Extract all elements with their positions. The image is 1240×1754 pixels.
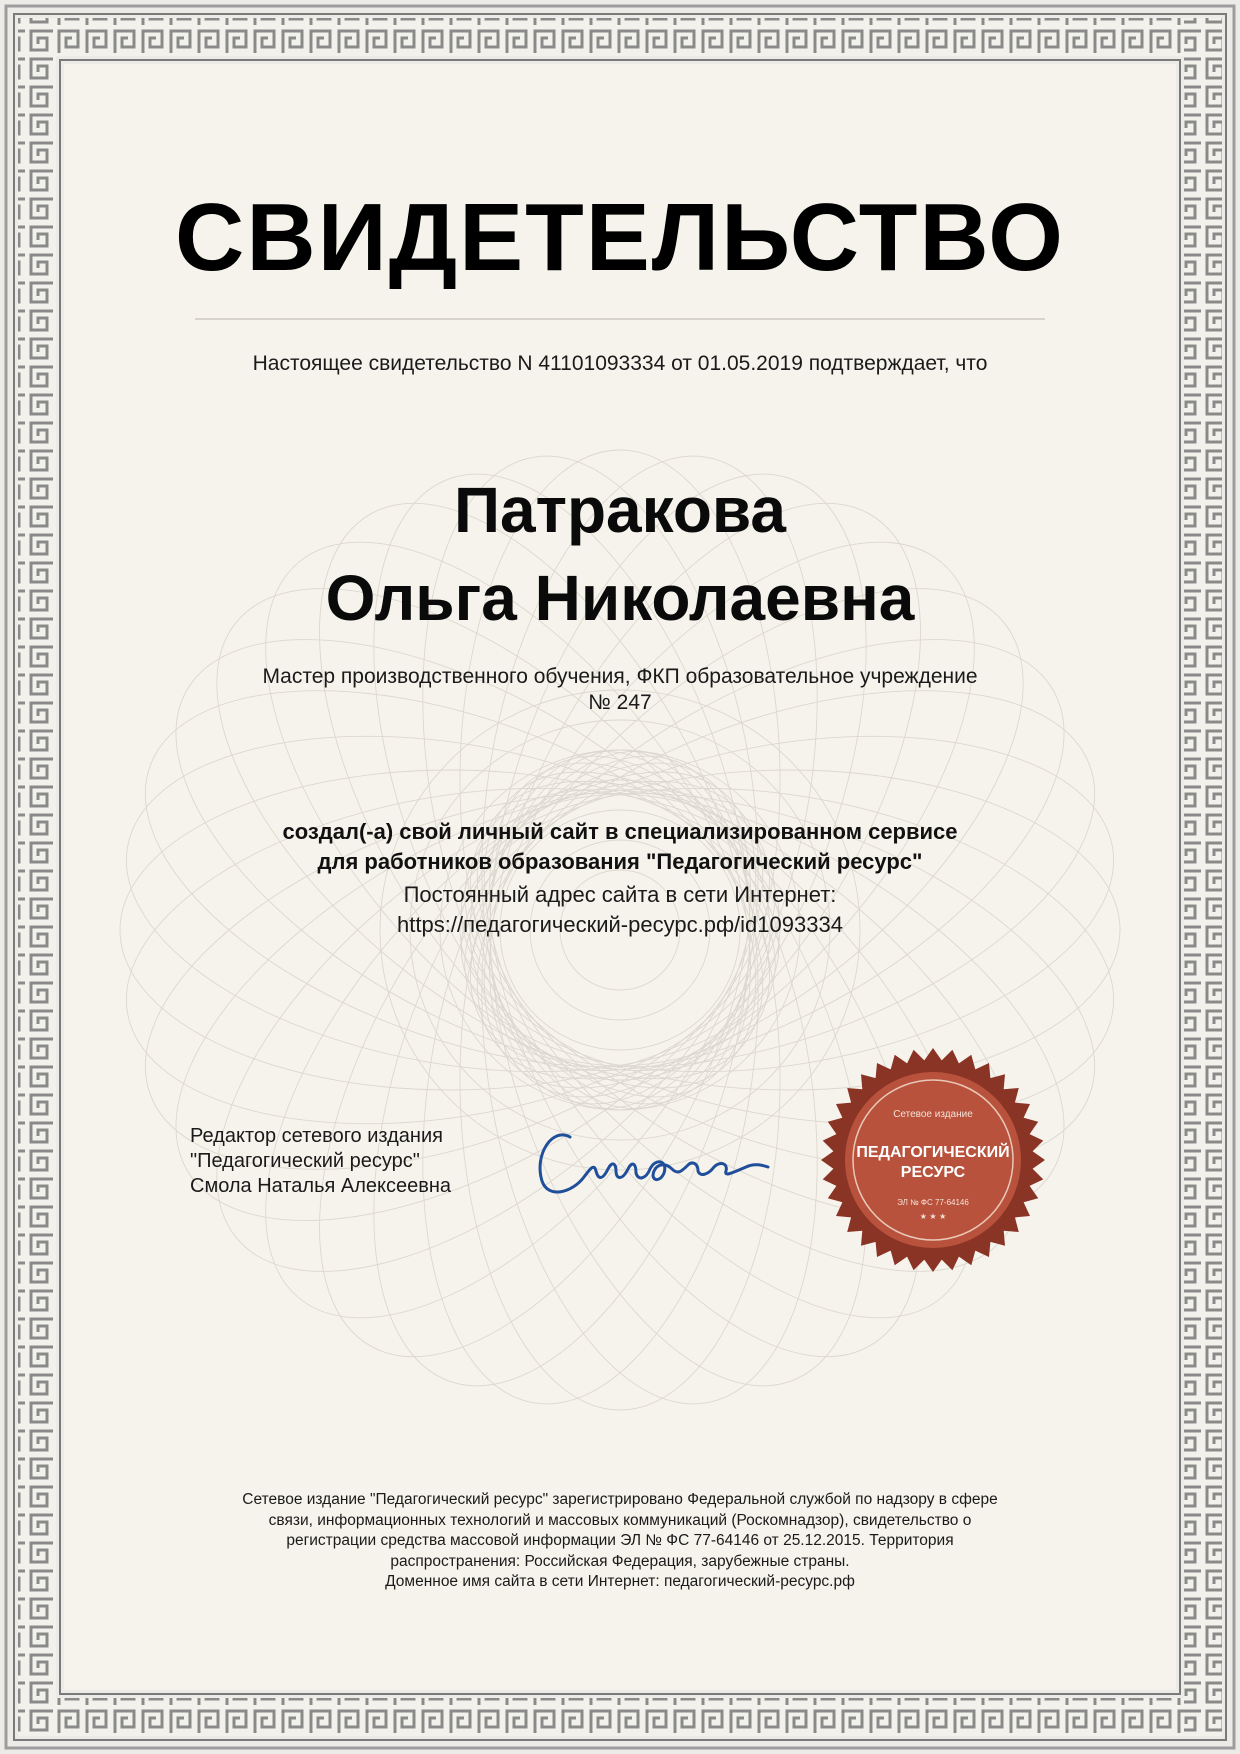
certificate-title: СВИДЕТЕЛЬСТВО [175,184,1065,291]
footer-line-3: регистрации средства массовой информации ЭЛ № ФС 77-64146 от 25.12.2015. Территория [286,1532,954,1549]
recipient-name [0,466,1240,642]
seal-registration: ЭЛ № ФС 77-64146 [897,1198,969,1207]
seal-top-text: Сетевое издание [893,1109,973,1120]
position-line-1: Мастер производственного обучения, ФКП образовательное учреждение [262,665,978,688]
recipient-position [170,664,1070,716]
certificate-footer [190,1490,1050,1593]
editor-block [190,1124,510,1199]
statement-line-1: создал(-а) свой личный сайт в специализированном сервисе [282,819,958,844]
editor-line-2: "Педагогический ресурс" [190,1150,420,1172]
seal-stars: ★ ★ ★ [919,1212,947,1221]
site-url[interactable]: https://педагогический-ресурс.рф/id1093334 [397,912,843,937]
site-address [170,880,1070,940]
footer-line-2: связи, информационных технологий и массовых коммуникаций (Роскомнадзор), свидетельство о [268,1511,972,1529]
statement [170,817,1070,877]
footer-line-1: Сетевое издание "Педагогический ресурс" зарегистрировано Федеральной службой по надзору в сфере [242,1491,998,1508]
footer-line-5: Доменное имя сайта в сети Интернет: педагогический-ресурс.рф [385,1573,855,1590]
recipient-given-names: Ольга Николаевна [325,562,915,634]
recipient-surname: Патракова [454,474,786,546]
publication-seal [818,1045,1048,1275]
editor-signature [532,1115,772,1205]
position-line-2: № 247 [588,691,652,714]
statement-line-2: для работников образования "Педагогический ресурс" [317,849,923,874]
site-address-label: Постоянный адрес сайта в сети Интернет: [403,882,837,907]
editor-line-1: Редактор сетевого издания [190,1125,443,1147]
editor-line-3: Смола Наталья Алексеевна [190,1175,452,1197]
seal-name-line-1: ПЕДАГОГИЧЕСКИЙ [856,1144,1010,1161]
footer-line-4: распространения: Российская Федерация, зарубежные страны. [390,1552,850,1570]
seal-name-line-2: РЕСУРС [900,1164,966,1181]
certificate-intro: Настоящее свидетельство N 41101093334 от 01.05.2019 подтверждает, что [252,352,988,375]
title-divider [195,318,1045,320]
